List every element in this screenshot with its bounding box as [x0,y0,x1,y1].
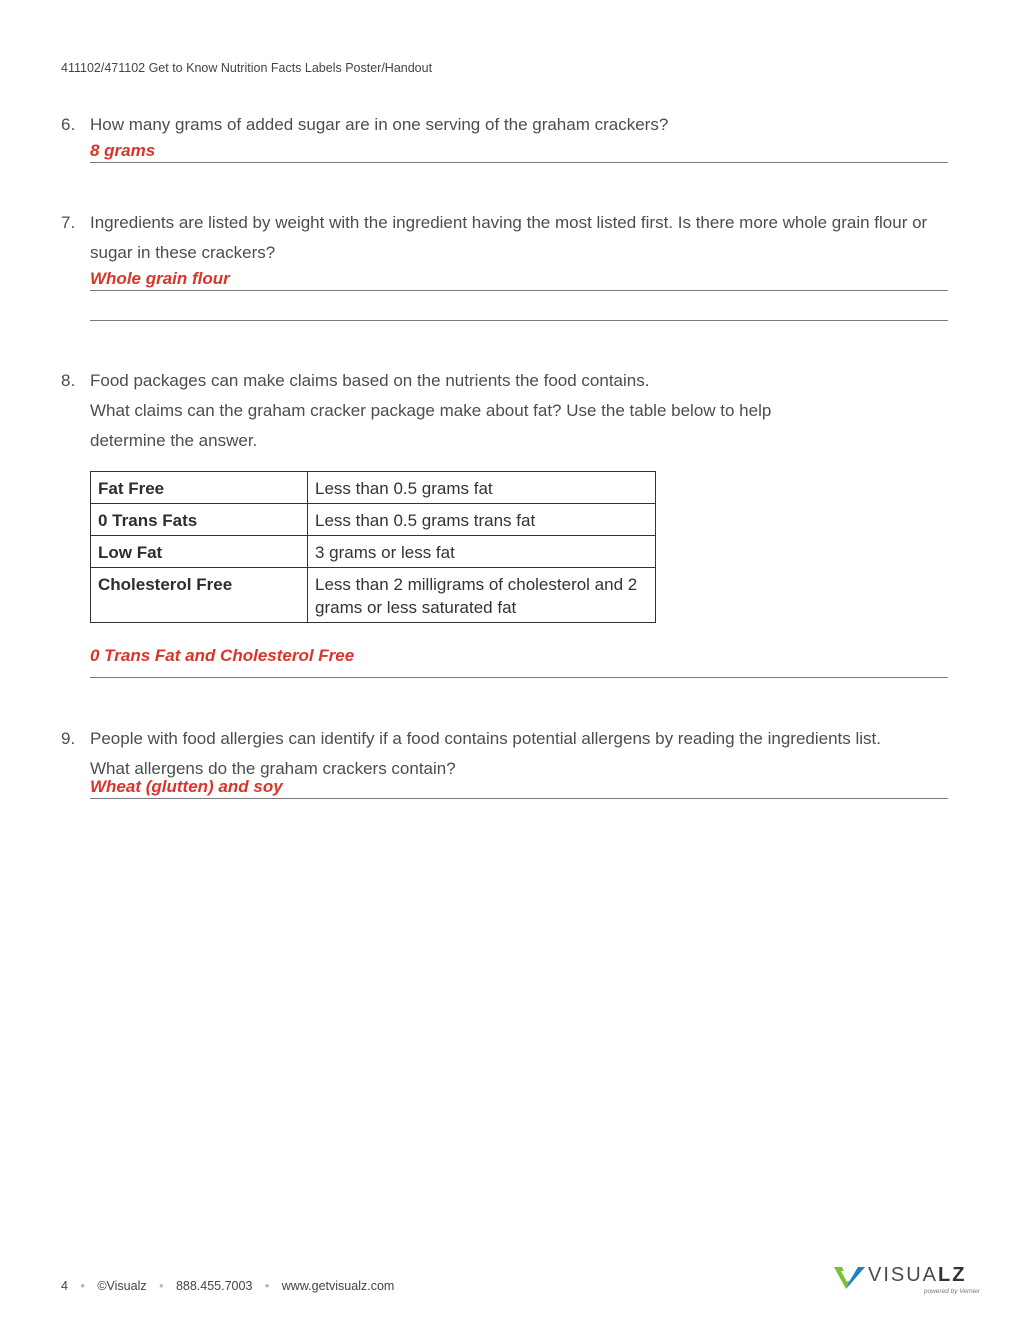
question-8 [61,366,961,456]
claim-term: 0 Trans Fats [91,504,308,536]
table-row [91,568,656,623]
question-text-line: What claims can the graham cracker package make about fat? Use the table below to help determine the answer. [90,401,772,450]
fat-claims-table [90,471,656,623]
claim-term: Low Fat [91,536,308,568]
answer-text: Wheat (glutten) and soy [90,776,948,799]
claim-definition: Less than 2 milligrams of cholesterol and 2 grams or less saturated fat [308,568,656,623]
question-number: 9. [61,729,76,748]
answer-text: 0 Trans Fat and Cholesterol Free [90,645,948,678]
claim-definition: Less than 0.5 grams trans fat [308,504,656,536]
blank-answer-line [90,291,948,321]
question-number: 7. [61,213,76,232]
document-header: 411102/471102 Get to Know Nutrition Facts Labels Poster/Handout [61,61,433,75]
question-text-line: Food packages can make claims based on the nutrients the food contains. [90,371,650,390]
page-footer [61,1279,394,1293]
claim-term: Cholesterol Free [91,568,308,623]
website-link[interactable]: www.getvisualz.com [281,1279,395,1293]
table-row [91,472,656,504]
question-number: 6. [61,115,76,134]
claim-definition: Less than 0.5 grams fat [308,472,656,504]
claim-term: Fat Free [91,472,308,504]
visualz-logo [834,1263,984,1297]
claim-definition: 3 grams or less fat [308,536,656,568]
question-8-answer [61,645,961,678]
v-check-logo-icon [834,1265,866,1291]
answer-text: Whole grain flour [90,268,948,291]
logo-wordmark: VISUALZ [868,1264,967,1286]
question-text-line: What allergens do the graham crackers contain? [90,759,456,778]
question-text: How many grams of added sugar are in one serving of the graham crackers? [90,115,669,134]
phone-number: 888.455.7003 [175,1279,253,1293]
page-number: 4 [61,1279,68,1293]
question-text: Ingredients are listed by weight with the ingredient having the most listed first. Is there more whole grain flour or sugar in these crackers? [90,213,928,262]
answer-text: 8 grams [90,140,948,163]
table-row [91,536,656,568]
logo-tagline: powered by Vernier [923,1288,980,1295]
question-9 [61,724,961,799]
copyright-text: ©Visualz [97,1279,147,1293]
table-row [91,504,656,536]
question-6 [61,110,961,163]
footer-separator: • [264,1279,270,1293]
question-text-line: People with food allergies can identify if a food contains potential allergens by reading the ingredients list. [90,729,881,748]
question-number: 8. [61,371,76,390]
question-7 [61,208,961,321]
footer-separator: • [80,1279,85,1293]
footer-separator: • [159,1279,164,1293]
